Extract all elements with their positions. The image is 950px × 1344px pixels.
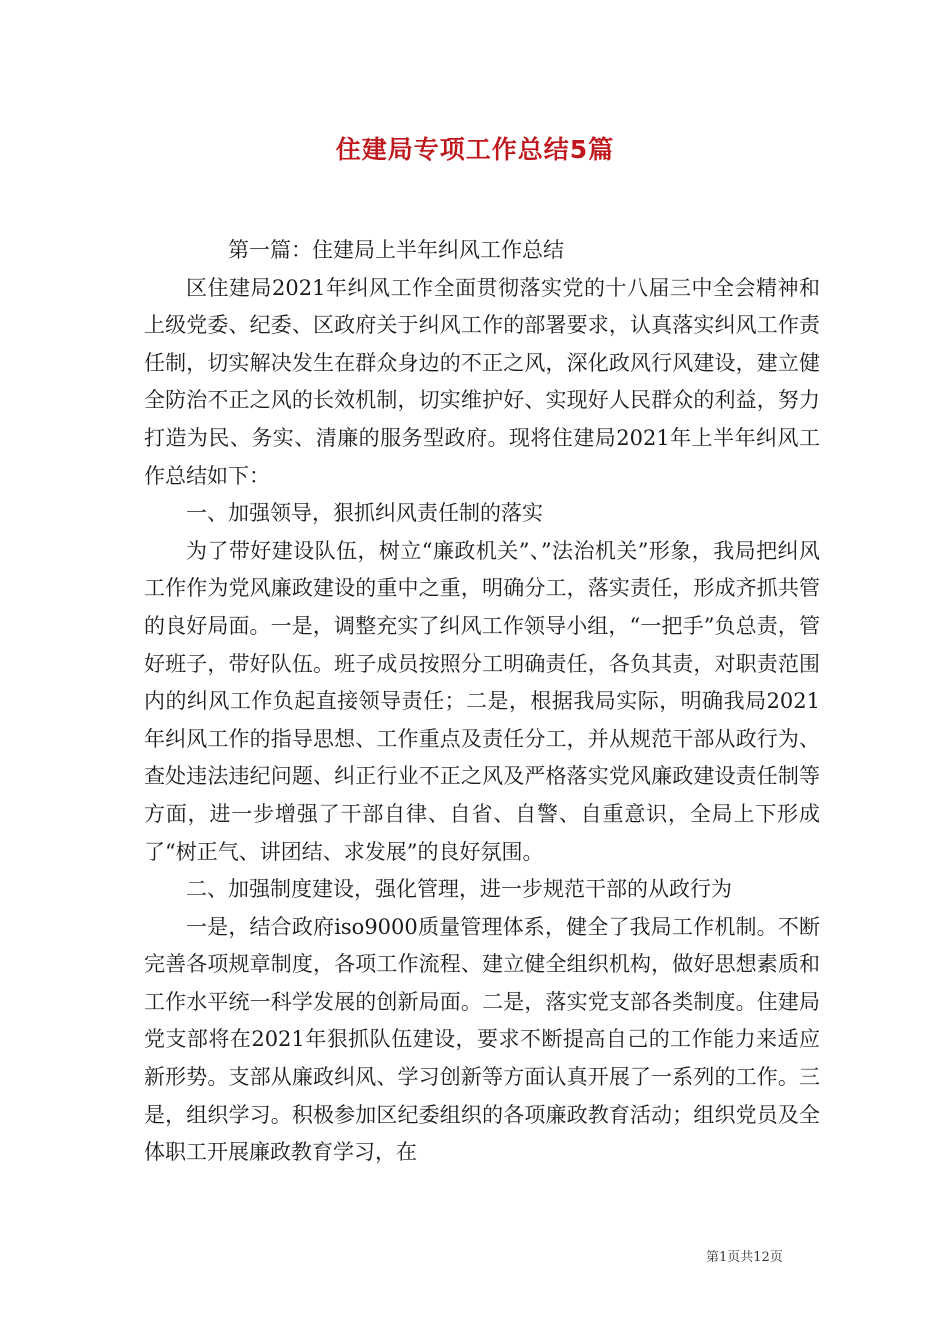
body-paragraph: 为了带好建设队伍，树立“廉政机关”、”法治机关”形象，我局把纠风工作作为党风廉政建设的重中之重，明确分工，落实责任，形成齐抓共管的良好局面。一是，调整充实了纠风工作领导小组，“一把手”负总责，管好班子，带好队伍。班子成员按照分工明确责任，各负其责，对职责范围内的纠风工作负起直接领导责任；二是，根据我局实际，明确我局2021年纠风工作的指导思想、工作重点及责任分工，并从规范干部从政行为、查处违法违纪问题、纠正行业不正之风及严格落实党风廉政建设责任制等方面，进一步增强了干部自律、自省、自警、自重意识，全局上下形成了“树正气、讲团结、求发展”的良好氛围。 xyxy=(144,538,820,864)
body-paragraph: 区住建局2021年纠风工作全面贯彻落实党的十八届三中全会精神和上级党委、纪委、区政府关于纠风工作的部署要求，认真落实纠风工作责任制，切实解决发生在群众身边的不正之风，深化政风行风建设，建立健全防治不正之风的长效机制，切实维护好、实现好人民群众的利益，努力打造为民、务实、清廉的服务型政府。现将住建局2021年上半年纠风工作总结如下： xyxy=(144,275,820,488)
chapter-heading: 第一篇：住建局上半年纠风工作总结 xyxy=(228,238,564,262)
page-title: 住建局专项工作总结5篇 xyxy=(335,135,615,164)
section-heading: 二、加强制度建设，强化管理，进一步规范干部的从政行为 xyxy=(186,877,732,902)
page-number: 第1页共12页 xyxy=(706,1250,783,1265)
section-heading: 一、加强领导，狠抓纠风责任制的落实 xyxy=(186,501,543,526)
body-paragraph: 一是，结合政府iso9000质量管理体系，健全了我局工作机制。不断完善各项规章制度，各项工作流程、建立健全组织机构，做好思想素质和工作水平统一科学发展的创新局面。二是，落实党支部各类制度。住建局党支部将在2021年狠抓队伍建设，要求不断提高自己的工作能力来适应新形势。支部从廉政纠风、学习创新等方面认真开展了一系列的工作。三是，组织学习。积极参加区纪委组织的各项廉政教育活动；组织党员及全体职工开展廉政教育学习，在 xyxy=(144,914,820,1165)
document-body xyxy=(144,232,820,1172)
